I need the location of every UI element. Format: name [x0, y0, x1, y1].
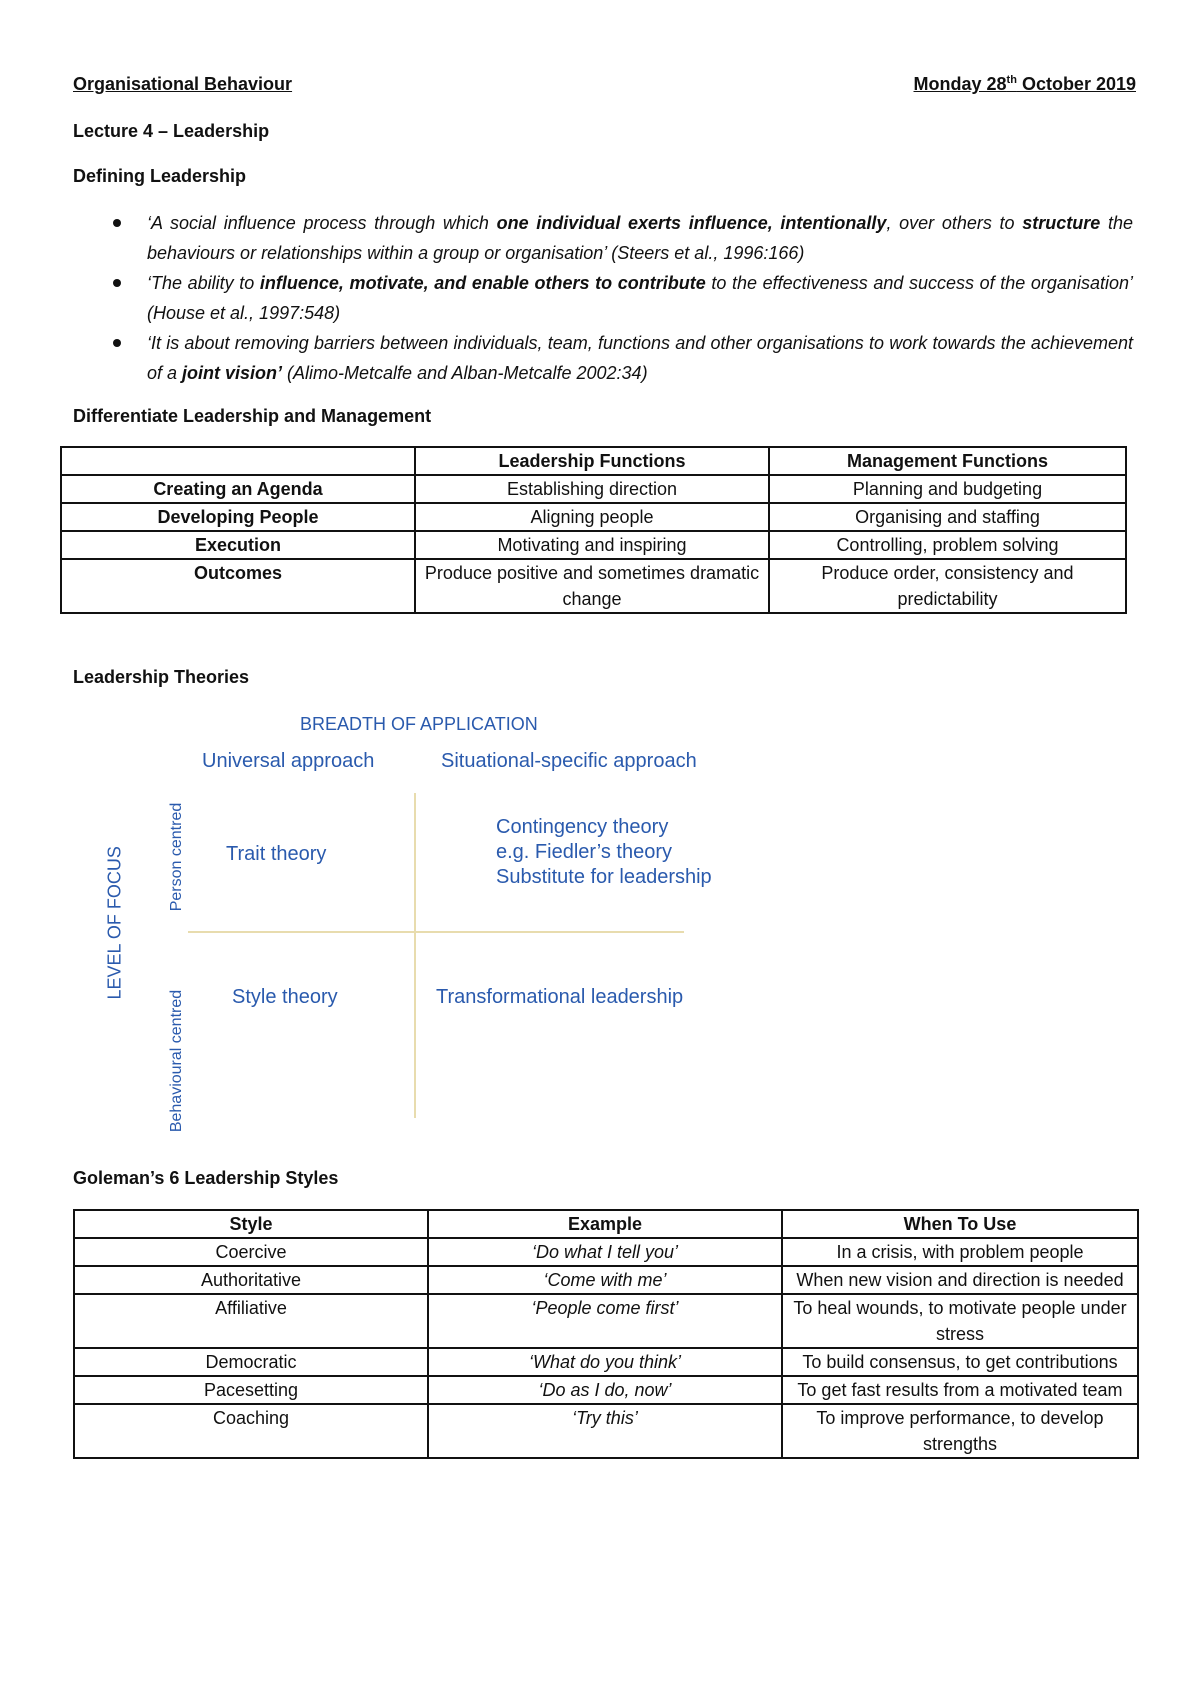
table-row	[61, 559, 1126, 613]
bullet-icon	[113, 279, 121, 287]
table-cell: Developing People	[61, 503, 415, 531]
contingency-theory-block	[496, 815, 712, 890]
trait-theory-label: Trait theory	[226, 843, 327, 865]
table-cell: Coercive	[74, 1238, 428, 1266]
table-cell: Execution	[61, 531, 415, 559]
table-cell: Aligning people	[415, 503, 769, 531]
table-cell: ‘Try this’	[428, 1404, 782, 1458]
table-cell: To get fast results from a motivated team	[782, 1376, 1138, 1404]
definition-item: ‘The ability to influence, motivate, and enable others to contribute to the effectiveness and success of the organisation’ (House et al., 1997:548)	[73, 268, 1133, 328]
table-cell: Pacesetting	[74, 1376, 428, 1404]
table-row	[61, 531, 1126, 559]
person-centred-label: Person centred	[168, 802, 185, 912]
table-header-row	[74, 1210, 1138, 1238]
table-cell: Democratic	[74, 1348, 428, 1376]
table-header-cell: Leadership Functions	[415, 447, 769, 475]
table-cell: To improve performance, to develop strengths	[782, 1404, 1138, 1458]
table-cell: ‘What do you think’	[428, 1348, 782, 1376]
table-header-row	[61, 447, 1126, 475]
table-row	[74, 1348, 1138, 1376]
table-cell: To build consensus, to get contributions	[782, 1348, 1138, 1376]
table-cell: Creating an Agenda	[61, 475, 415, 503]
table-header-cell: Management Functions	[769, 447, 1126, 475]
section-heading-defining: Defining Leadership	[73, 166, 247, 186]
table-row	[74, 1404, 1138, 1458]
lecture-date: Monday 28th October 2019	[913, 74, 1136, 94]
table-cell: When new vision and direction is needed	[782, 1266, 1138, 1294]
table-header-cell: When To Use	[782, 1210, 1138, 1238]
breadth-label: BREADTH OF APPLICATION	[300, 714, 538, 734]
table-cell: Establishing direction	[415, 475, 769, 503]
table-row	[74, 1238, 1138, 1266]
table-cell: In a crisis, with problem people	[782, 1238, 1138, 1266]
table-header-cell: Style	[74, 1210, 428, 1238]
table-cell: Produce positive and sometimes dramatic change	[415, 559, 769, 613]
table-row	[74, 1376, 1138, 1404]
table-cell: Authoritative	[74, 1266, 428, 1294]
table-cell: Planning and budgeting	[769, 475, 1126, 503]
section-heading-theories: Leadership Theories	[73, 667, 250, 687]
section-heading-goleman: Goleman’s 6 Leadership Styles	[73, 1168, 339, 1188]
table-cell: ‘Do what I tell you’	[428, 1238, 782, 1266]
table-cell: Controlling, problem solving	[769, 531, 1126, 559]
contingency-line: e.g. Fiedler’s theory	[496, 841, 673, 863]
horizontal-divider	[188, 931, 684, 933]
table-row	[74, 1294, 1138, 1348]
definition-item: ‘It is about removing barriers between individuals, team, functions and other organisations to work towards the achievement of a joint vision’ (Alimo-Metcalfe and Alban-Metcalfe 2002:34)	[73, 328, 1133, 388]
style-theory-label: Style theory	[232, 986, 338, 1008]
definition-list	[73, 208, 1133, 388]
table-cell: ‘Do as I do, now’	[428, 1376, 782, 1404]
contingency-line: Contingency theory	[496, 816, 669, 838]
universal-label: Universal approach	[202, 750, 375, 772]
situational-label: Situational-specific approach	[441, 750, 697, 772]
table-cell: Produce order, consistency and predictability	[769, 559, 1126, 613]
table-header-cell: Example	[428, 1210, 782, 1238]
table-row	[61, 475, 1126, 503]
lecture-title: Lecture 4 – Leadership	[73, 121, 270, 141]
section-heading-differentiate: Differentiate Leadership and Management	[73, 406, 432, 426]
table-row	[61, 503, 1126, 531]
bullet-icon	[113, 339, 121, 347]
table-row	[74, 1266, 1138, 1294]
transformational-label: Transformational leadership	[436, 986, 684, 1008]
bullet-icon	[113, 219, 121, 227]
table-cell: ‘People come first’	[428, 1294, 782, 1348]
behavioural-centred-label: Behavioural centred	[168, 989, 185, 1133]
table-header-cell	[61, 447, 415, 475]
table-cell: Organising and staffing	[769, 503, 1126, 531]
contingency-line: Substitute for leadership	[496, 866, 712, 888]
table-cell: Affiliative	[74, 1294, 428, 1348]
table-cell: Coaching	[74, 1404, 428, 1458]
course-title: Organisational Behaviour	[73, 74, 293, 94]
table-cell: ‘Come with me’	[428, 1266, 782, 1294]
leadership-management-table	[60, 446, 1127, 614]
level-of-focus-label: LEVEL OF FOCUS	[104, 846, 125, 1000]
definition-item: ‘A social influence process through which one individual exerts influence, intentionally, over others to structure the behaviours or relationships within a group or organisation’ (Steers et al., 1996:166)	[73, 208, 1133, 268]
table-cell: Motivating and inspiring	[415, 531, 769, 559]
vertical-divider	[414, 793, 416, 1118]
leadership-theories-diagram	[60, 700, 760, 1150]
goleman-styles-table	[73, 1209, 1139, 1459]
table-cell: Outcomes	[61, 559, 415, 613]
table-cell: To heal wounds, to motivate people under stress	[782, 1294, 1138, 1348]
